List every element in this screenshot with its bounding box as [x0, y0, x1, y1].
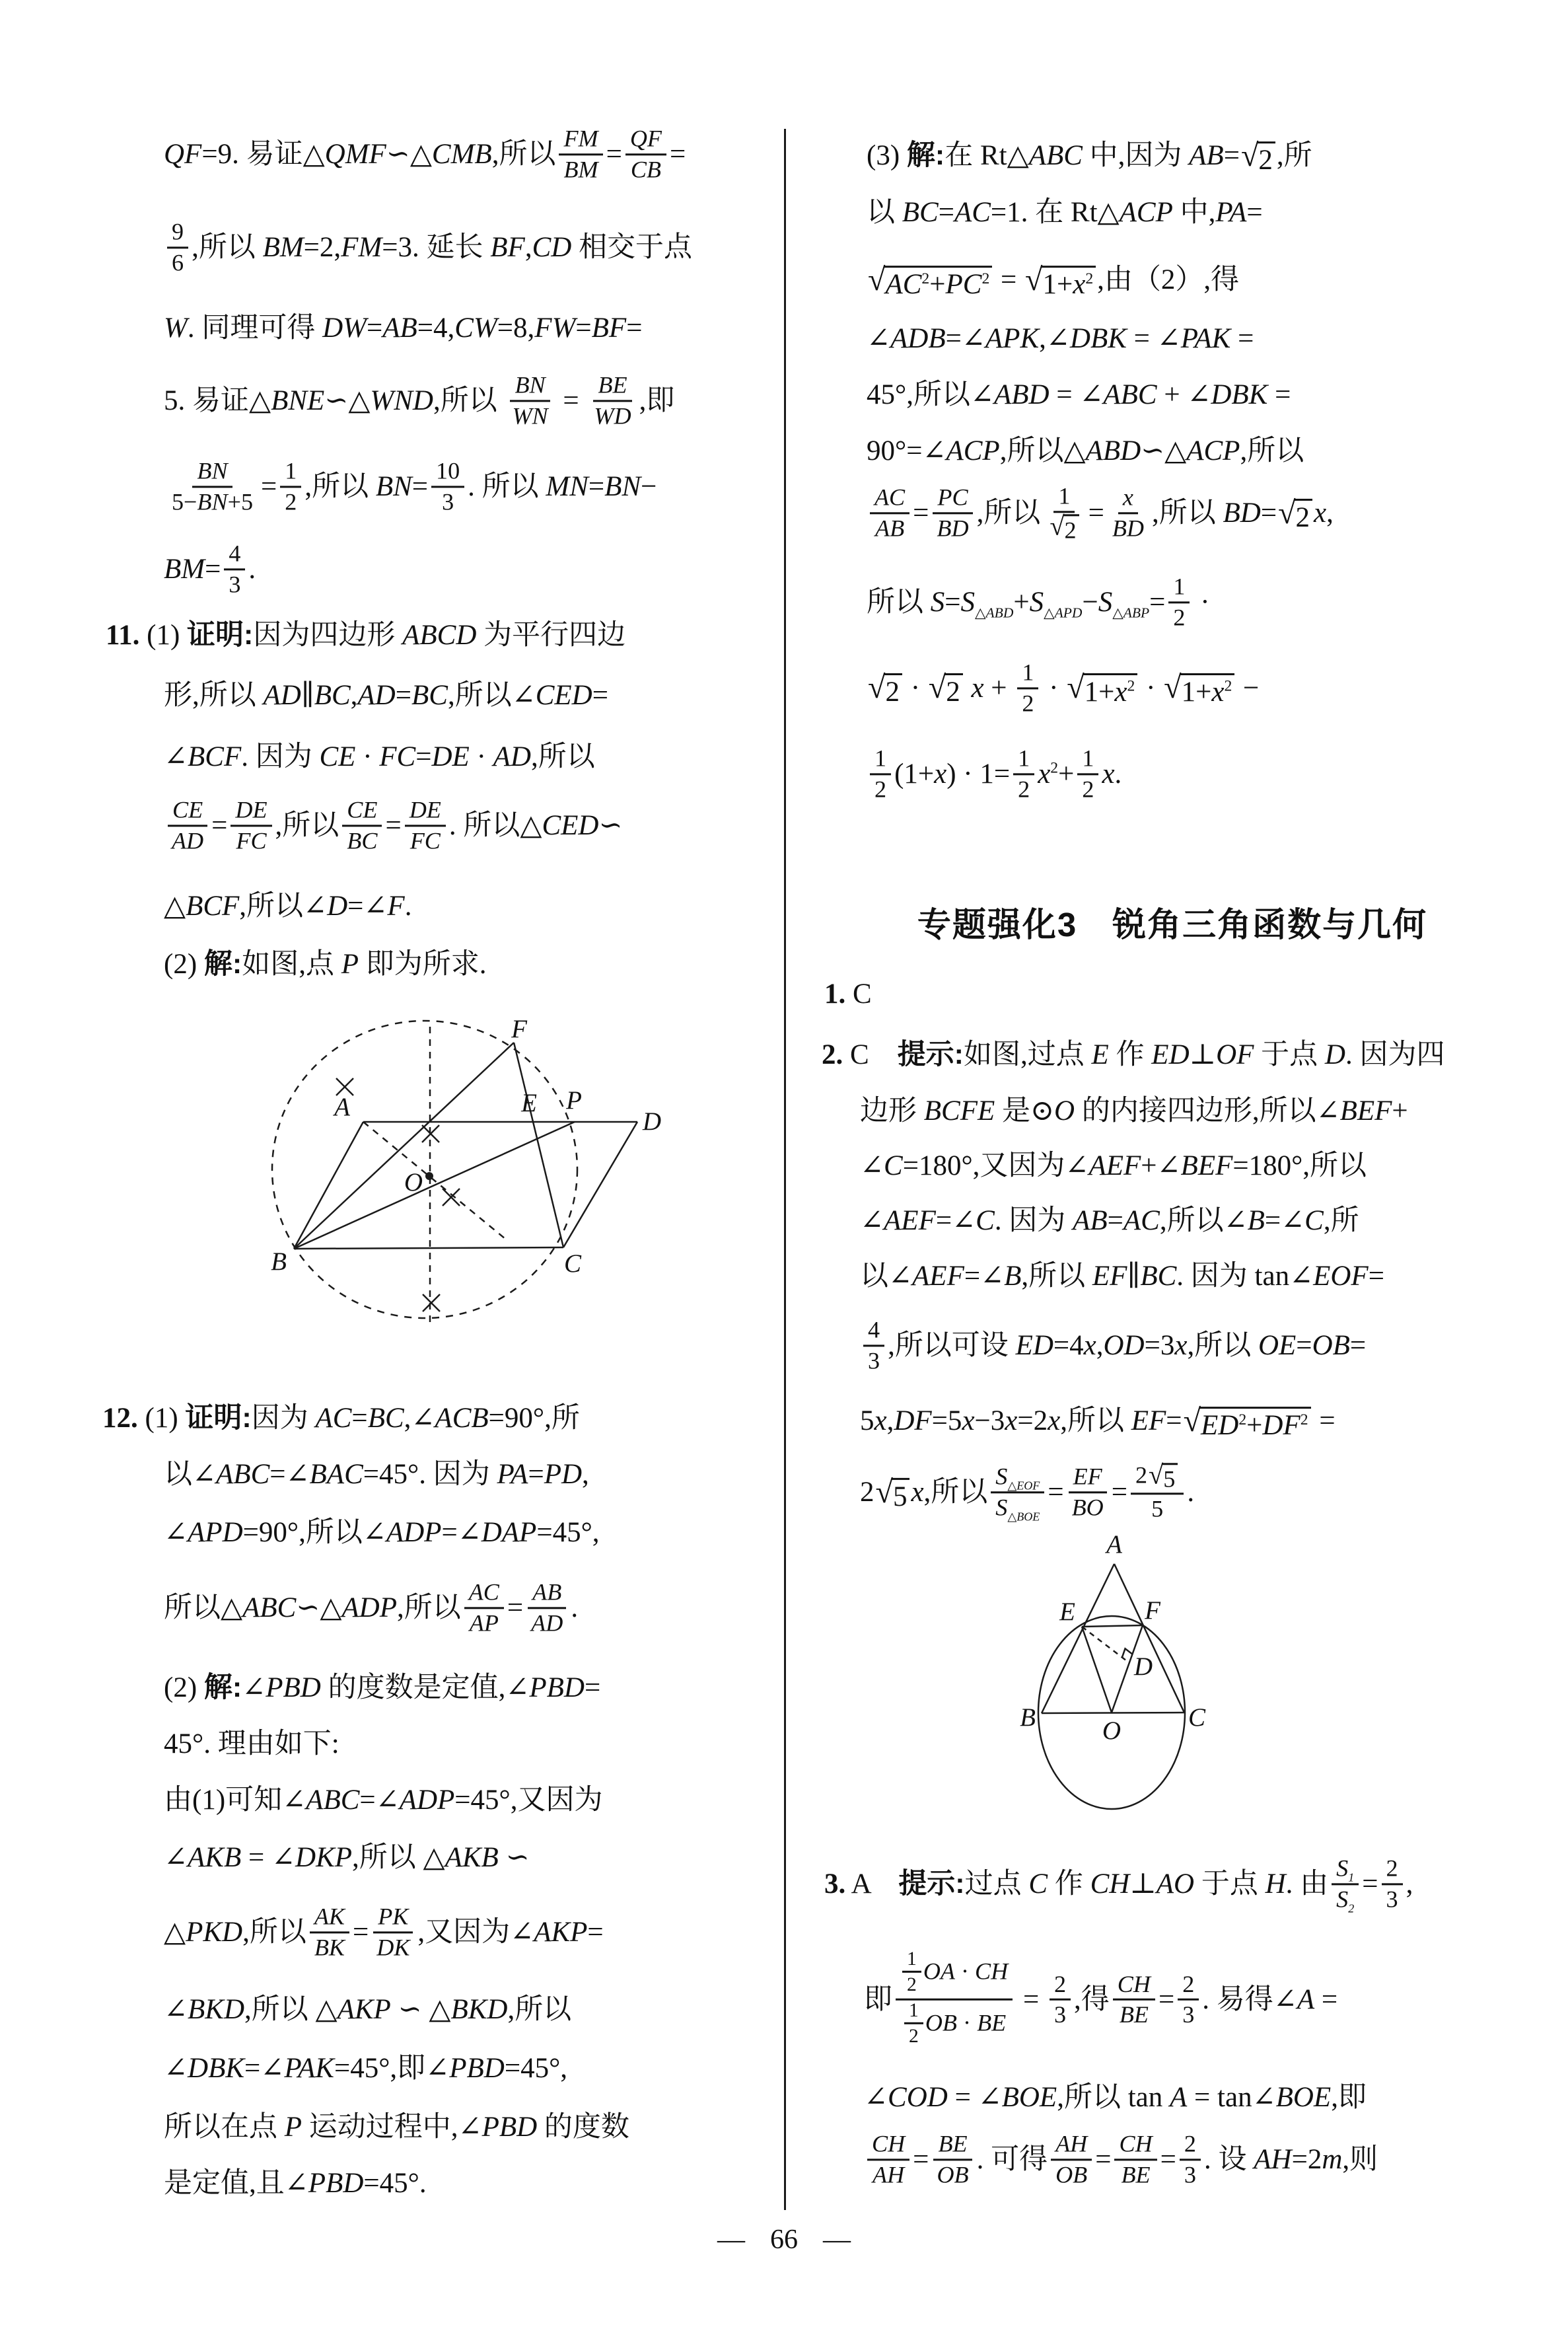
- text-line-right-23: $\frac{CH}{AH}$ = $\frac{BE}{OB}$ . 可得 $\frac{AH}{OB}$ = $\frac{CH}{BE}$ = $\frac{2}{3}$ . 设 AH=2m,则: [864, 2133, 1378, 2191]
- text-line-left-10: $\frac{CE}{AD}$ = $\frac{DE}{FC}$ ,所以 $\frac{CE}{BC}$ = $\frac{DE}{FC}$ . 所以△CED∽: [164, 799, 622, 857]
- text-line-right-9: √ 2 · √ 2 x + $\frac{1}{2}$ · √ $1+x^2$ · √ $1+x^2$ −: [868, 659, 1260, 716]
- side-AC: [1114, 1564, 1184, 1713]
- figure2-svg: [1004, 1533, 1215, 1857]
- point-O-dot: [425, 1172, 433, 1180]
- text-line-left-12: (2) 解:如图,点 P 即为所求.: [164, 948, 487, 980]
- text-line-right-16: 以∠AEF=∠B,所以 EF∥BC. 因为 tan∠EOF=: [860, 1261, 1384, 1292]
- label-P: P: [566, 1086, 582, 1115]
- text-line-left-6: BM= $\frac{4}{3}$ .: [164, 540, 256, 597]
- text-line-right-2: 以 BC=AC=1. 在 Rt△ACP 中,PA=: [867, 197, 1263, 229]
- chord-EF: [1082, 1625, 1143, 1627]
- label-C: C: [563, 1249, 582, 1278]
- text-line-left-22: ∠BKD,所以 △AKP ∽ △BKD,所以: [164, 1994, 572, 2026]
- text-line-left-14: 以∠ABC=∠BAC=45°. 因为 PA=PD,: [164, 1459, 589, 1491]
- arc-cross-marks: [336, 1078, 460, 1311]
- label-D: D: [642, 1107, 662, 1136]
- label-F: F: [1145, 1596, 1160, 1625]
- text-line-left-15: ∠APD=90°,所以∠ADP=∠DAP=45°,: [164, 1517, 600, 1549]
- label-B: B: [271, 1247, 287, 1276]
- label-B: B: [1020, 1703, 1036, 1732]
- text-line-left-21: △PKD,所以 $\frac{AK}{BK}$ = $\frac{PK}{DK}$ ,又因为∠AKP=: [164, 1903, 604, 1960]
- text-line-right-14: ∠C=180°,又因为∠AEF+∠BEF=180°,所以: [860, 1150, 1367, 1182]
- text-line-right-10: $\frac{1}{2}$ (1+x) · 1= $\frac{1}{2}$ $x^2+$ $\frac{1}{2}$ x.: [867, 747, 1122, 805]
- text-line-right-13: 边形 BCFE 是⊙O 的内接四边形,所以∠BEF+: [860, 1095, 1408, 1127]
- label-E: E: [1059, 1598, 1075, 1626]
- text-line-left-18: 45°. 理由如下:: [164, 1728, 339, 1760]
- radius-EO: [1082, 1627, 1112, 1713]
- text-line-right-19: 2 √ 5 x,所以 $\frac{S_{\triangle EOF}}{S_{\triangle BOE}}$ = $\frac{EF}{BO}$ = 2 √ 5 5 .: [860, 1459, 1195, 1524]
- section-header: 专题强化3 锐角三角函数与几何: [917, 906, 1428, 943]
- text-line-right-4: ∠ADB=∠APK,∠DBK = ∠PAK =: [867, 323, 1254, 355]
- text-line-left-20: ∠AKB = ∠DKP,所以 △AKB ∽: [164, 1842, 530, 1874]
- text-line-right-8: 所以 $S=S_{\triangle ABD}+S_{\triangle APD}-S_{\triangle ABP}=$ $\frac{1}{2}$ ·: [867, 573, 1210, 630]
- label-F: F: [511, 1015, 527, 1043]
- text-line-left-19: 由(1)可知∠ABC=∠ADP=45°,又因为: [164, 1785, 603, 1816]
- text-line-right-11: 1. C: [824, 978, 872, 1010]
- page-number: [717, 2224, 851, 2256]
- label-O: O: [1102, 1716, 1122, 1745]
- label-O: O: [404, 1168, 423, 1197]
- text-line-left-5: $\frac{BN}{5-BN+5}$ = $\frac{1}{2}$ ,所以 BN= $\frac{10}{3}$ . 所以 MN=BN−: [172, 457, 657, 515]
- text-line-left-7: 11. (1) 证明:因为四边形 ABCD 为平行四边: [106, 619, 626, 651]
- page-number-dash-left: —: [717, 2225, 745, 2255]
- text-line-left-8: 形,所以 AD∥BC,AD=BC,所以∠CED=: [164, 680, 608, 712]
- text-line-left-23: ∠DBK=∠PAK=45°,即∠PBD=45°,: [164, 2053, 568, 2085]
- line-BP: [294, 1122, 575, 1249]
- text-line-left-4: 5. 易证△BNE∽△WND,所以 $\frac{BN}{WN}$ = $\frac{BE}{WD}$ ,即: [164, 371, 675, 429]
- text-line-left-13: 12. (1) 证明:因为 AC=BC,∠ACB=90°,所: [102, 1402, 580, 1434]
- column-divider: [784, 129, 786, 2210]
- label-C: C: [1188, 1703, 1206, 1732]
- text-line-left-3: W. 同理可得 DW=AB=4,CW=8,FW=BF=: [164, 313, 643, 344]
- text-line-right-18: 5x,DF=5x−3x=2x,所以 EF= √ $ED^2+DF^2$ =: [860, 1403, 1336, 1441]
- text-line-left-25: 是定值,且∠PBD=45°.: [164, 2168, 427, 2199]
- edge-AB: [294, 1122, 363, 1249]
- text-line-right-7: $\frac{AC}{AB}$ = $\frac{PC}{BD}$ ,所以 1 √ 2 = $\frac{x}{BD}$ ,所以 BD= √ 2 x,: [867, 485, 1334, 546]
- text-line-right-20: 3. A 提示:过点 C 作 CH⊥AO 于点 H. 由 $\frac{S_1}{S_2}$ = $\frac{2}{3}$ ,: [824, 1855, 1413, 1915]
- text-line-right-22: ∠COD = ∠BOE,所以 tan A = tan∠BOE,即: [864, 2082, 1367, 2114]
- label-A: A: [1106, 1533, 1122, 1559]
- line-AO-extended: [363, 1122, 505, 1239]
- text-line-right-17: $\frac{4}{3}$ ,所以可设 ED=4x,OD=3x,所以 OE=OB=: [860, 1319, 1366, 1377]
- text-line-right-12: 2. C 提示:如图,过点 E 作 ED⊥OF 于点 D. 因为四: [822, 1039, 1445, 1071]
- text-line-right-5: 45°,所以∠ABD = ∠ABC + ∠DBK =: [867, 379, 1291, 411]
- text-line-left-24: 所以在点 P 运动过程中,∠PBD 的度数: [164, 2112, 629, 2143]
- label-D: D: [1133, 1652, 1153, 1681]
- text-line-right-1: (3) 解:在 Rt△ABC 中,因为 AB= √ 2 ,所: [867, 137, 1312, 176]
- page-number-dash-right: —: [823, 2225, 851, 2255]
- text-line-left-9: ∠BCF. 因为 CE · FC=DE · AD,所以: [164, 741, 595, 773]
- text-line-left-2: $\frac{9}{6}$ ,所以 BM=2,FM=3. 延长 BF,CD 相交于点: [164, 221, 692, 279]
- figure-construction-parallelogram: [251, 1011, 674, 1341]
- text-line-left-16: 所以△ABC∽△ADP,所以 $\frac{AC}{AP}$ = $\frac{AB}{AD}$ .: [164, 1578, 579, 1636]
- text-line-right-21: 即 $\frac{1}{2}$ OA · CH $\frac{1}{2}$ OB · BE = $\frac{2}{3}$ ,得 $\frac{CH}{BE}$ = $\frac{2}{3}$ . 易得∠A =: [864, 1948, 1338, 2047]
- line-FC: [514, 1043, 563, 1247]
- text-line-left-11: △BCF,所以∠D=∠F.: [164, 891, 412, 922]
- text-line-right-3: √ $AC^2+PC^2$ = √ $1+x^2$ ,由（2）,得: [868, 262, 1240, 300]
- figure1-svg: [251, 1011, 674, 1341]
- label-E: E: [521, 1089, 537, 1117]
- construction-circle: [272, 1021, 577, 1318]
- edge-BC: [294, 1247, 563, 1249]
- text-line-right-6: 90°=∠ACP,所以△ABD∽△ACP,所以: [867, 435, 1304, 467]
- label-A: A: [334, 1093, 350, 1121]
- text-line-left-17: (2) 解:∠PBD 的度数是定值,∠PBD=: [164, 1672, 601, 1704]
- page-number-value: 66: [770, 2225, 798, 2255]
- figure-circle-triangle: [1004, 1533, 1215, 1857]
- text-line-left-1: QF=9. 易证△QMF∽△CMB,所以 $\frac{FM}{BM}$ = $\frac{QF}{CB}$ =: [164, 125, 686, 182]
- text-line-right-15: ∠AEF=∠C. 因为 AB=AC,所以∠B=∠C,所: [860, 1205, 1359, 1237]
